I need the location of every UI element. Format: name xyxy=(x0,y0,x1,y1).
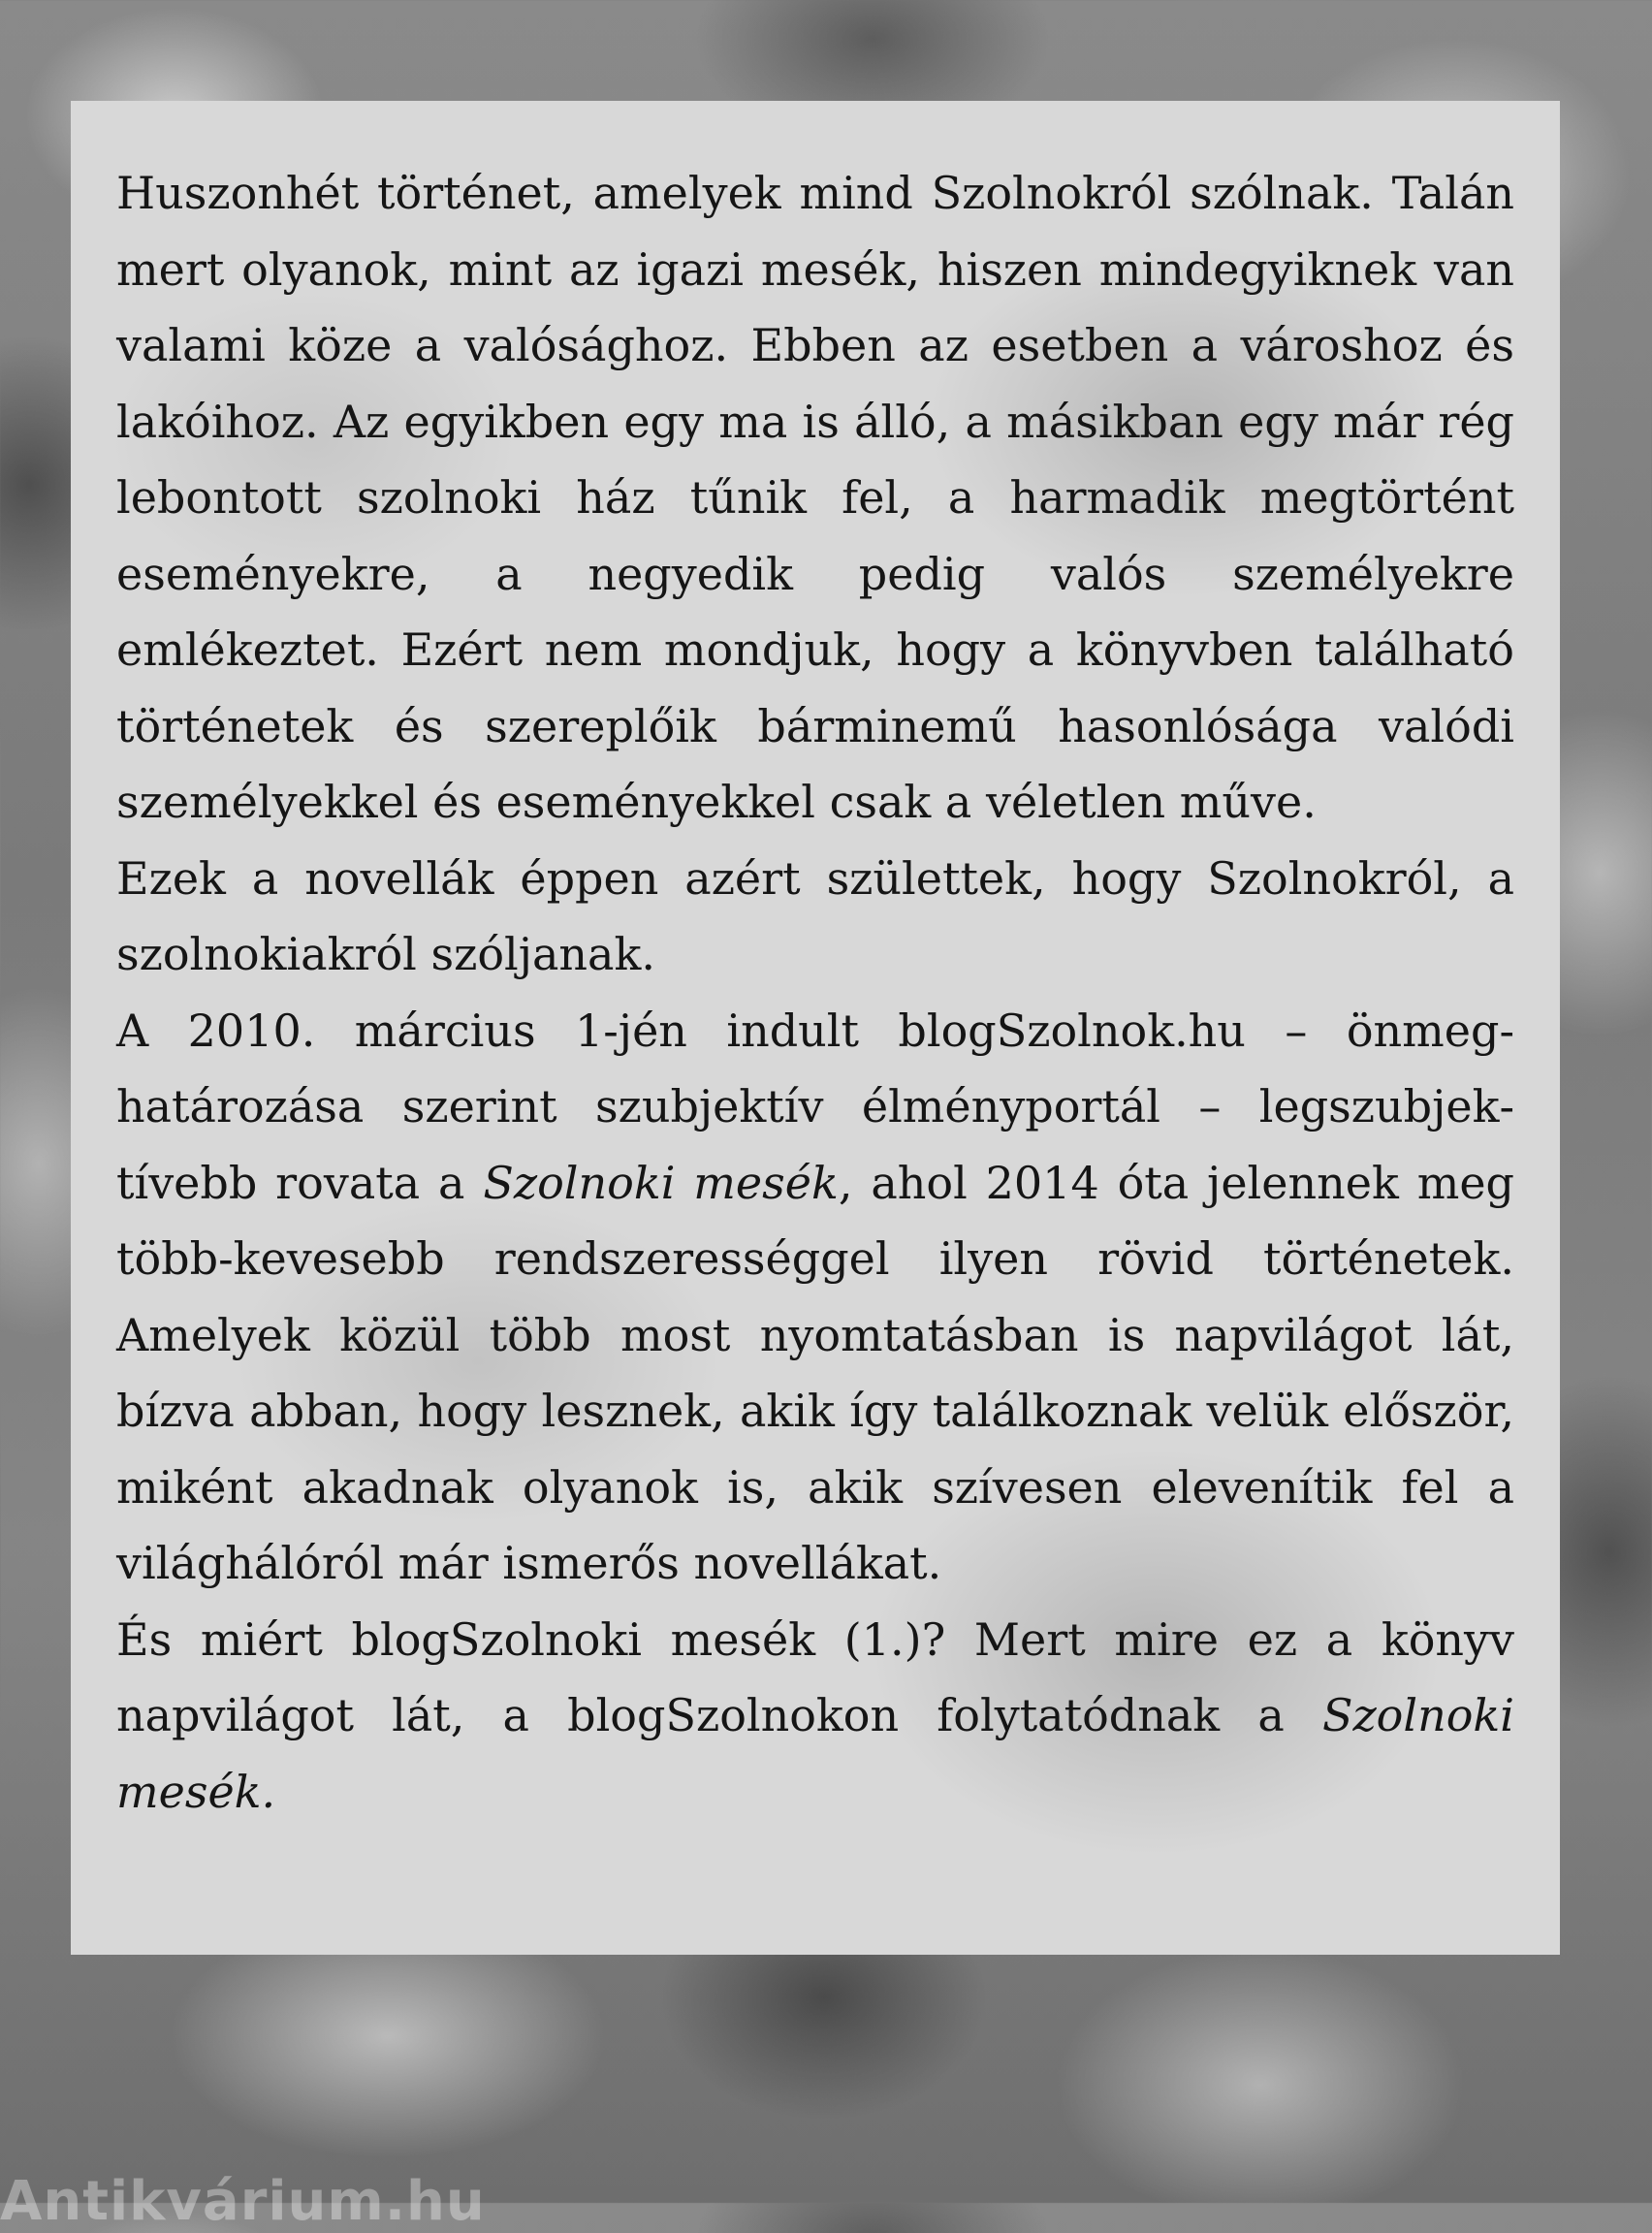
blurb-paragraph-4-part-1: És miért blogSzolnoki mesék (1.)? Mert mire ez a könyv napvilágot lát, a blogSzolnokon folytatódnak a xyxy=(116,1612,1514,1741)
blurb-paragraph-2: Ezek a novellák éppen azért születtek, hogy Szolnokról, a szolnokiakról szóljanak. xyxy=(116,851,1514,980)
blurb-paragraph-3-part-1: A 2010. március 1-jén indult blogSzolnok.hu – önmeghatározása szerint szubjektív élményportál – legszubjektívebb rovata a xyxy=(116,1004,1514,1209)
column-title-italic-end: Szolnoki mesék. xyxy=(116,1689,1514,1818)
watermark-text: Antikvárium.hu xyxy=(0,2170,486,2233)
blurb-panel xyxy=(71,101,1560,1955)
blurb-paragraph-1: Huszonhét történet, amelyek mind Szolnokról szólnak. Talán mert olyanok, mint az igazi mesék, hiszen mindegyiknek van valami köze a valósághoz. Ebben az esetben a városhoz és lakóihoz. Az egyikben egy ma is álló, a másikban egy már rég lebontott szolnoki ház tűnik fel, a harmadik megtörtént eseményekre, a negyedik pedig valós személyekre emlékeztet. Ezért nem mondjuk, hogy a könyvben található történetek és szereplőik bárminemű hasonlósága valódi személyekkel és eseményekkel csak a véletlen műve. xyxy=(116,167,1514,828)
blurb-text xyxy=(116,155,1514,1830)
blurb-paragraph-4 xyxy=(116,1602,1514,1831)
blurb-paragraph-3-part-2: , ahol 2014 óta jelennek meg több-kevesebb rendszerességgel ilyen rövid történetek. Amelyek közül több most nyomtatásban is napvilágot lát, bízva abban, hogy lesznek, akik így találkoznak velük először, miként akadnak olyanok is, akik szívesen elevenítik fel a világhálóról már ismerős novellákat. xyxy=(116,1156,1514,1589)
blurb-paragraph-3 xyxy=(116,993,1514,1602)
column-title-italic: Szolnoki mesék xyxy=(483,1156,839,1209)
